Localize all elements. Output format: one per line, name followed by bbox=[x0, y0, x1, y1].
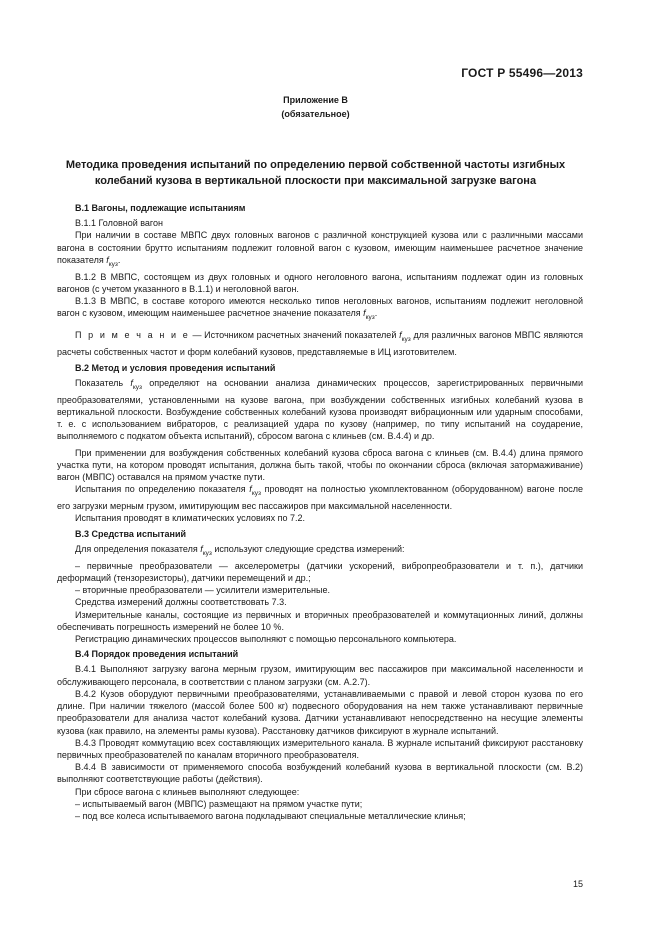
text-run: — Источником расчетных значений показателей bbox=[189, 330, 400, 341]
text-run: При наличии в составе МВПС двух головных вагонов с различной конструкцией кузова или с различными массами вагона в состоянии брутто испытаниям подлежит головной вагон с кузовом, имеющим наименьшее расчетное значение показателя bbox=[57, 230, 583, 265]
f-symbol: f bbox=[363, 308, 366, 319]
list-item: – под все колеса испытываемого вагона подкладывают специальные металлические клинья; bbox=[75, 810, 466, 821]
document-body bbox=[57, 199, 583, 822]
paragraph: При сбросе вагона с клиньев выполняют следующее: bbox=[75, 786, 300, 797]
paragraph: В.4.4 В зависимости от применяемого способа возбуждений колебаний кузова в вертикальной плоскости (см. В.2) выполняют соответствующие работы (действия). bbox=[57, 762, 583, 785]
paragraph bbox=[57, 295, 583, 324]
text-run: В.1.3 В МВПС, в составе которого имеются несколько типов неголовных вагонов, испытаниям подлежит неголовной вагон с кузовом, имеющим наименьшее расчетное значение показателя bbox=[57, 296, 583, 319]
paragraph: Регистрацию динамических процессов выполняют с помощью персонального компьютера. bbox=[75, 634, 457, 645]
text-run: используют следующие средства измерений: bbox=[211, 543, 405, 554]
text-run: для различных вагонов МВПС являются расчеты собственных частот и форм колебаний кузовов, представляемые в ИЦ изготовителем. bbox=[57, 330, 583, 358]
text-run: определяют на основании анализа динамических процессов, зарегистрированных первичными преобразователями, установленными на кузове вагона, при возбуждении собственных изгибных колебаний кузова в вертикальной плоскости. Возбуждение собственных колебаний кузова производят вибрационным или ударным способами, т. е. с использованием вибраторов, с реализацией удара по кузову (например, по типу испытаний на соударение, выполняемого с подкатом объекта испытаний), сбросом вагона с клиньев (см. В.4.4) и др. bbox=[57, 377, 583, 442]
f-subscript: куз bbox=[202, 549, 212, 557]
text-run: . bbox=[374, 308, 378, 319]
paragraph: В.1.2 В МВПС, состоящем из двух головных и одного неголовного вагона, испытаниям подлежат один из головных вагонов (с учетом указанного в В.1.1) и неголовной вагон. bbox=[57, 271, 583, 295]
f-symbol: f bbox=[130, 377, 133, 388]
appendix-heading bbox=[0, 93, 631, 121]
f-symbol: f bbox=[249, 484, 252, 495]
paragraph: В.4.1 Выполняют загрузку вагона мерным грузом, имитирующим вес пассажиров при максимальной населенности и обслуживающего персонала, в соответствии с планом загрузки (см. А.2.7). bbox=[57, 664, 583, 687]
paragraph bbox=[57, 543, 583, 560]
list-item: – испытываемый вагон (МВПС) размещают на прямом участке пути; bbox=[75, 798, 363, 809]
paragraph bbox=[57, 229, 583, 270]
page-number: 15 bbox=[572, 879, 583, 889]
f-symbol: f bbox=[200, 543, 203, 554]
f-subscript: куз bbox=[132, 383, 143, 391]
list-item: – вторичные преобразователи — усилители измерительные. bbox=[75, 585, 330, 596]
list-item: – первичные преобразователи — акселерометры (датчики ускорений, вибропреобразователи и т. п.), датчики деформаций (тензорезисторы), датчики перемещений и др.; bbox=[57, 560, 583, 584]
note-label: П р и м е ч а н и е bbox=[75, 330, 190, 341]
section-heading-b1: В.1 Вагоны, подлежащие испытаниям bbox=[75, 203, 246, 213]
paragraph: При применении для возбуждения собственных колебаний кузова сброса вагона с клиньев (см. В.4.4) длина прямого участка пути, на котором проводят испытания, должна быть такой, чтобы по окончании сброса (включая затормаживание) вагон (МВПС) оставался на прямом участке пути. bbox=[57, 447, 583, 483]
text-run: Испытания по определению показателя bbox=[75, 484, 250, 495]
f-subscript: куз bbox=[401, 336, 411, 344]
text-run: Для определения показателя bbox=[75, 543, 201, 554]
f-subscript: куз bbox=[251, 490, 261, 498]
f-subscript: куз bbox=[108, 260, 118, 268]
paragraph: Испытания проводят в климатических условиях по 7.2. bbox=[75, 513, 306, 524]
paragraph bbox=[57, 377, 583, 443]
paragraph: В.4.3 Проводят коммутацию всех составляющих измерительного канала. В журнале испытаний фиксируют расстановку первичных преобразователей по каналам вторичного преобразователя. bbox=[57, 737, 583, 760]
text-run: . bbox=[117, 254, 121, 265]
section-heading-b4: В.4 Порядок проведения испытаний bbox=[75, 649, 239, 660]
standard-code: ГОСТ Р 55496—2013 bbox=[461, 66, 583, 80]
f-symbol: f bbox=[106, 254, 109, 265]
section-heading-b2: В.2 Метод и условия проведения испытаний bbox=[75, 362, 276, 373]
appendix-title: Приложение В bbox=[283, 95, 348, 105]
paragraph: Средства измерений должны соответствовать 7.3. bbox=[75, 597, 287, 608]
text-run: Показатель bbox=[75, 377, 131, 388]
text-run: проводят на полностью укомплектованном (оборудованном) вагоне после его загрузки мерным грузом, имитирующим вес пассажиров при максимальной населенности. bbox=[57, 484, 583, 512]
paragraph: В.1.1 Головной вагон bbox=[75, 218, 163, 229]
paragraph: В.4.2 Кузов оборудуют первичными преобразователями, устанавливаемыми с правой и левой сторон кузова по его длине. При наличии тяжелого (массой более 500 кг) подвесного оборудования на нем также устанавливают первичные преобразователи для анализа частот колебаний кузова. Датчики устанавливают непосредственно на несущие элементы кузова (как правило, на элементы рамы кузова). Расстановку датчиков фиксируют в журнале испытаний. bbox=[57, 688, 583, 736]
paragraph bbox=[57, 483, 583, 512]
appendix-subtitle: (обязательное) bbox=[281, 109, 350, 119]
f-subscript: куз bbox=[365, 314, 375, 322]
f-symbol: f bbox=[399, 330, 402, 341]
main-title: Методика проведения испытаний по определению первой собственной частоты изгибных колебаний кузова в вертикальной плоскости при максимальной загрузке вагона bbox=[65, 159, 566, 187]
section-heading-b3: В.3 Средства испытаний bbox=[75, 528, 187, 539]
note bbox=[57, 329, 583, 358]
paragraph: Измерительные каналы, состоящие из первичных и вторичных преобразователей и коммутационных линий, должны обеспечивать погрешность измерений не более 10 %. bbox=[57, 609, 583, 632]
